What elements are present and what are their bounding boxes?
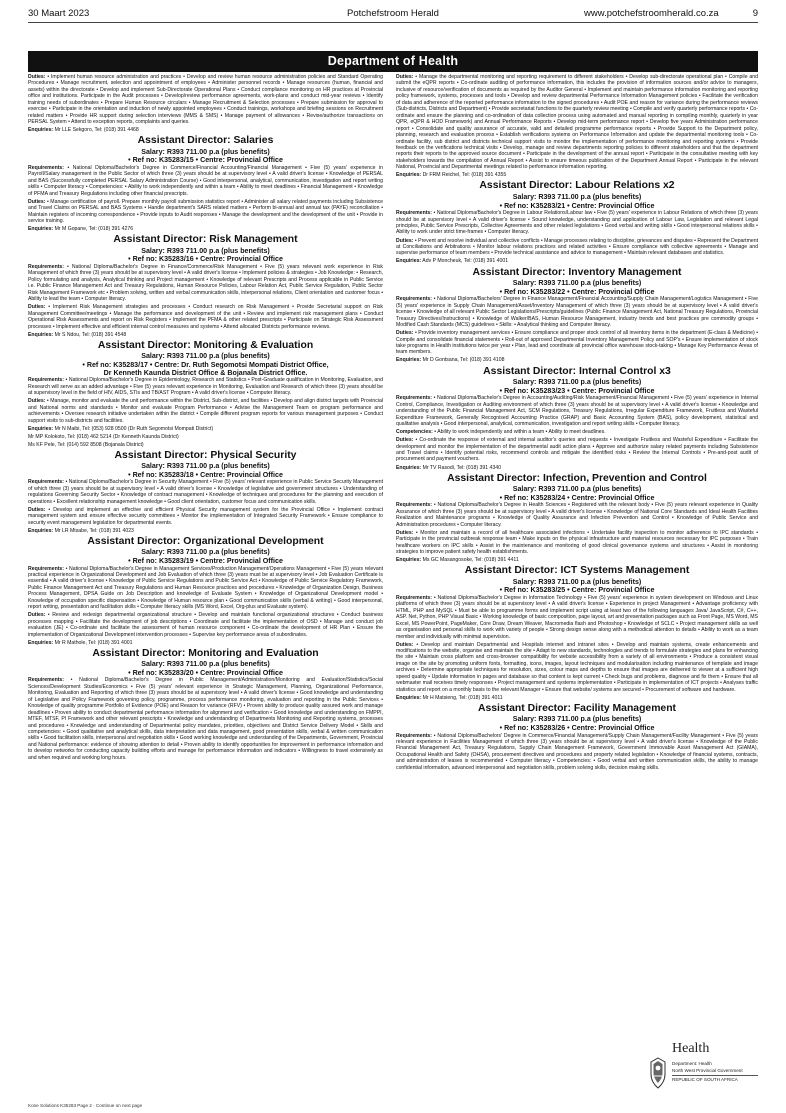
- post-salary: Salary: R393 711.00 p.a (plus benefits): [141, 246, 270, 255]
- paragraph-text: Mr S Ndou, Tel: (018) 391 4548: [53, 331, 127, 338]
- paragraph-text: • National Diploma/Bachelor's Degree in Public Management/Administration/Monitoring and Evaluation/Statistics/Social Sciences/Development Studies/Economics • Five (5) years' relevant experience in Strategic Management, Planning, Organizational Performance, Monitoring, Evaluation and Reporting of which three (3) years should be at supervisory level • A valid driver's license • Good knowledge and understanding of Legislative and Policy Framework governing policy, programme, process performance monitoring, evaluation and reporting in the Public Services • Knowledge of quality programme Portfolio of Evidence (POE) and Reason for variance (RFV) • Proven ability to produce quality assured work and manage deadlines • Proven ability to conduct departmental performance information for alignment and verification • Good knowledge and understanding on FMPPI, MTEF, MTSF, PI Framework and other relevant prescripts • Knowledge and understanding of Departments Monitoring and Reporting systems, processes and procedures • Knowledge and understanding of Departmental policy mandates, priorities, objectives and District Service Delivery Model • Skills and competencies: • Good qualitative and analytical skills, data interpretation and data management, good presentation skills, verbal & written communication skills • Good facilitation skills, interpersonal and negotiation skills • Good working knowledge and understanding of the Departments, Government, Provincial and National performance: evidence of showing attention to detail • Proven ability to identify opportunities for improvement in performance information and to develop networks for conducting capacity building efforts and manage for performance information and indicators • Willingness to travel extensively as and when required and working long hours.: [28, 677, 383, 761]
- paragraph: [396, 530, 758, 556]
- paragraph-label: Duties:: [396, 330, 414, 337]
- paragraph-label: Duties:: [396, 529, 414, 536]
- paragraph-text: • National Diploma/Bachelor's Degree in Security Management • Five (5) years' relevant experience in Public Service Security Management of which three (3) years should be at supervisory level • A valid driver's license • Knowledge of legislative and government structures • Understanding of regulations Governing Security Sector • Knowledge of contract management • Knowledge of techniques and procedures for the planning and execution of operations • Excellent relationship management knowledge • Good client orientation, customer focus and communication skills.: [28, 479, 383, 505]
- post-salary: Salary: R393 711.00 p.a (plus benefits): [512, 279, 642, 288]
- paragraph-label: Enquiries:: [28, 127, 54, 134]
- job-post: [396, 703, 758, 771]
- post-title: Assistant Director: Labour Relations x2: [479, 180, 675, 192]
- paragraph-text: Mr H Matsieng, Tel: (018) 391 4011: [421, 694, 503, 701]
- post-reference: Dr Kenneth Kaunda District Office & Bojanala District Office.: [103, 369, 308, 378]
- paragraph-text: Mr D Gontsana, Tel: (018) 391 4108: [421, 357, 505, 364]
- paragraph: [396, 258, 758, 264]
- paragraph-text: • Prevent and resolve individual and collective conflicts • Manage processes relating to discipline, grievances and disputes • Represent the Department at Conciliations and Arbitrations • Monitor labour relations practices and related activities • Ensure compliance with collective agreements • Manage and supervise performance of team members • Provide technical assistance and advice to management • Maintain relevant databases and statistics.: [396, 237, 758, 257]
- paragraph-label: Requirements:: [28, 479, 64, 486]
- post-title: Assistant Director: ICT Systems Management: [464, 565, 690, 577]
- paragraph-text: Mr LLE Sekgoro, Tel: (018) 391 4468: [53, 127, 139, 134]
- paragraph-label: Enquiries:: [396, 258, 422, 265]
- paragraph-text: • Review and redesign departmental organizational structure • Develop and maintain functional organizational structures • Conduct business processes mapping • Facilitate the development of job descriptions • Coordinate and facilitate the implementation of OSD • Manage and conduct job evaluation (JE) • Co-ordinate and facilitate the assessment of human resource component • Co-ordinate the development of HR Plan • Ensure the implementation of Organizational Development intervention processes • Supervise key performance areas of subordinates.: [28, 612, 383, 638]
- post-reference: • Ref no: K35283/22 • Centre: Provincial Office: [499, 287, 655, 296]
- paragraph-text: • National Diploma/Bachelor's Degree in Management Services/Production Management/Operations Management • Five (5) years relevant practical experience in Organizational Development and Job Evaluation of which three (3) years must be at supervisory level • Job Evaluation Certificate is essential • A valid driver's license • Knowledge of Public Service Regulations and Public Service Act • Knowledge of Public Service Regulatory Framework, Public Finance Management Act and Treasury Regulations and Human Resource practices and procedures • Knowledge of Organization Design, Business Process Management, DPSA Guide on Job Description and knowledge of Evaluate System • Knowledge of Organizational Development model • Knowledge of occupation specific dispensation • Knowledge of Human resource plan • Good communication skills (verbal & writing) • Good interpersonal, report writing, presentation and facilitation skills • Computer literacy skills (MS Word, Excel, Org-plus and Evaluate system).: [28, 565, 383, 611]
- paragraph: [396, 238, 758, 257]
- header-rule: [28, 22, 758, 23]
- job-post: [28, 536, 383, 646]
- post-reference: • Ref no: K35283/17 • Centre: Dr. Ruth Segomotsi Mompati District Office,: [82, 360, 329, 369]
- logo-department: Department: Health: [672, 1061, 712, 1066]
- paragraph-label: Requirements:: [396, 732, 432, 739]
- paragraph-label: Requirements:: [396, 594, 432, 601]
- paragraph-text: • National Diploma/Bachelor's Degree in Accounting/Auditing/Risk Management/Financial Management • Five (5) years' experience in Internal Control, Compliance, Investigation or Auditing environment of which three (3) years should be at supervisory level • A valid driver's license • Knowledge and understanding of the Public Financial Management Act, SCM Regulations, Treasury Regulations, Irregular Expenditure Framework, Fruitless and Wasteful Expenditure Framework, Generally Recognised Accounting Practice (GRAP) and Basic Accounting System (BAS), policy development, statistical and qualitative analysis • Good interpersonal, analytical, communication, investigation and report writing skills • Computer literacy.: [396, 395, 758, 428]
- paragraph-text: • Manage the departmental monitoring and reporting requirement to different stakeholders • Develop sub-directorate operational plan • Compile and submit the eQPR reports • Co-ordinate auditing of performance information, this includes the provision of information sources and/or advice to managers, inclusive of resource/verification of documents as required by the Auditor General • Implement and maintain performance information monitoring and reporting policy framework, systems, processes and tools • Develop and review departmental Performance Information Management policies • Facilitate the verification of data and adherence of the reported performance information to the signed procedures • Audit POE and reason for variance during the performance reviews (Sub-districts, Districts and Department) • Provide secretariat functions to the quarterly review meeting • Compile and verify quarterly performance reports • Co-ordinate and ensure the planning and co-ordination of data collection process using automated and manual reporting in compiling monthly, quarterly in year QPR, eQPR & HOD Framework) and Annual Performance Reports • Develop mid-term performance report • Develop five years Administration performance report • Consolidate and quality assurance of accurate, valid and detailed programme performance reports • Provide Support to the Department policy, planning, research and evaluation process • Establish verifications systems on Performance Information and update the departmental monitoring tools • Co-ordinate facility, sub district and districts technical support visits to monitor the implementation of performance monitoring and reporting systems • Provide feedback on the verifications technical visits • Develop, manage and review departments reporting policies to different stakeholders and that the department reports their reports to the approved source document • Participate in the development of the annual report • Participate in the consultative meeting with key stakeholders towards the compilation of Annual Report • Assist to ensure timeous publication of the Department Annual Report • Participate in the relevant National, Provincial and Departmental meetings related to performance information reporting.: [396, 74, 758, 171]
- paragraph-text: • Develop and maintain Departmental and Hospitals internet and intranet sites • Develop and maintain systems, create enhancements and modifications to the website, organise and maintain the site • Adapt to new standards, technologies and trends to formulate strategies and plans for enhancing the site • Maintain cross platform and cross-browser compatibility for website accessibility from a variety of all environments • Produce a consistent visual image on the site by promoting uniform fonts, formatting, icons, images, layout techniques and modularisation including maintenance of template and image archives • Determine appropriate techniques for resolution, sizes, colour maps and depths to ensure that images are delivered to viewer at a sufficient high speed quality • Update information in pages and database so that content is kept current • Check bugs and problems, diagnose and fix them • Ensure that all webmaster mail receives timely responses • Project management and systems implementation • Participate in implementation of ICT projects • Analyses traffic statistics and report on a monthly basis to the relevant Manager • Ensure that website/ systems are secured • Procurement of software and hardware.: [396, 641, 758, 693]
- paragraph: [28, 304, 383, 330]
- post-title: Assistant Director: Internal Control x3: [483, 365, 671, 377]
- post-reference: • Ref no: K35283/20 • Centre: Provincial Office: [128, 668, 283, 677]
- website-link[interactable]: www.potchefstroomherald.co.za: [584, 7, 719, 19]
- paragraph-label: Duties:: [28, 304, 46, 311]
- post-title: Assistant Director: Organizational Development: [87, 535, 324, 547]
- paragraph: [396, 210, 758, 236]
- left-column: [28, 74, 383, 1099]
- paragraph-label: Enquiries:: [28, 226, 54, 233]
- post-salary: Salary: R393 711.00 p.a (plus benefits): [141, 147, 270, 156]
- post-title: Assistant Director: Monitoring & Evaluation: [97, 339, 314, 351]
- post-reference: • Ref no: K35283/23 • Centre: Provincial Office: [499, 386, 655, 395]
- paragraph: [28, 226, 383, 232]
- paragraph: [396, 595, 758, 640]
- paragraph: [28, 264, 383, 303]
- paragraph-label: Competencies:: [396, 429, 433, 436]
- paragraph: [396, 557, 758, 563]
- paragraph: [396, 296, 758, 328]
- paragraph-text: • Monitor and maintain a record of all healthcare associated infections • Undertake facility inspection to monitor adherence to IPC standards • Participate in the provincial outbreak response team • Make inputs on the physical infrastructure and material resources necessary for IPC purposes • Train healthcare workers on IPC skills • Assist in the maintenance and monitoring of good clinical governance systems and structures • Assist in monitoring strategies to improve patient safety health establishments.: [396, 529, 758, 556]
- paragraph: [396, 330, 758, 356]
- post-salary: Salary: R393 711.00 p.a (plus benefits): [512, 485, 642, 494]
- post-reference: • Ref no: K35283/26 • Centre: Provincial Office: [499, 723, 655, 732]
- post-salary: Salary: R393 711.00 p.a (plus benefits): [512, 715, 642, 724]
- paragraph-label: Requirements:: [28, 263, 64, 270]
- logo-government: North West Provincial Government: [672, 1068, 743, 1073]
- paragraph-text: • Co-ordinate the response of external and internal auditor's queries and requests • Investigate Fruitless and Wasteful Expenditure • Facilitate the development and monitor the implementation of the departmental audit action plans • Approve and authorize salary related payments including Subsistence and Travel claims • Identify potential risks, recommend controls and mitigate the identified risks • Review the Internal Controls • Pre-and-post audit of procurement and payment vouchers.: [396, 437, 758, 463]
- paragraph: [396, 357, 758, 363]
- paragraph-text: Adv P Moncheuk, Tel: (018) 391 4001: [421, 258, 509, 265]
- paragraph-label: Requirements:: [28, 164, 64, 171]
- paragraph-label: Duties:: [28, 398, 46, 405]
- paragraph: [396, 642, 758, 694]
- paragraph-text: • National Diploma/Bachelor's Degree in Health Sciences • Registered with the relevant body • Five (5) years relevant experience in Quality Assurance of which three (3) years should be at supervisory level • A valid driver's license • Knowledge of National Core Standards and Ideal Health Facilities Realization and Maintenance programs • Knowledge of Quality Assurance and Infection Prevention and Control • Knowledge of Public Service and Administration procedures • Computer literacy.: [396, 502, 758, 528]
- paragraph-text: Ms GC Masangosoke, Tel: (018) 391 4411: [421, 557, 519, 564]
- paragraph: [28, 332, 383, 338]
- paragraph-label: Enquiries:: [396, 357, 422, 364]
- department-banner: Department of Health: [28, 51, 758, 72]
- paragraph-text: • National Diploma/Bachelor's Degree in Labour Relations/Labour law • Five (5) years' experience in Labour Relations of which three (3) years should be at supervisory level • A valid driver's license • Sound knowledge, understanding and application of Labour Law, Legislation and relevant Legal principles, Public Service Prescripts, Collective Agreements and other related legislations • Good verbal and writing skills • Good interpersonal relations skills • Ability to work under strict time-frames • Computer literacy.: [396, 210, 758, 236]
- paragraph-label: Duties:: [396, 437, 414, 444]
- post-reference: • Ref no: K35283/25 • Centre: Provincial Office: [499, 586, 655, 595]
- post-reference: • Ref no: K35283/16 • Centre: Provincial Office: [128, 255, 283, 264]
- post-title: Assistant Director: Salaries: [137, 135, 274, 147]
- paragraph: [396, 172, 758, 178]
- post-salary: Salary: R393 711.00 p.a (plus benefits): [141, 462, 270, 471]
- page-header: [28, 6, 758, 20]
- post-reference: • Ref no: K35283/24 • Centre: Provincial Office: [499, 493, 655, 502]
- paragraph-label: Duties:: [28, 612, 46, 619]
- paragraph-label: Requirements:: [28, 377, 64, 384]
- paragraph-label: Duties:: [28, 506, 46, 513]
- job-post: [396, 267, 758, 364]
- paragraph: [396, 695, 758, 701]
- post-salary: Salary: R393 711.00 p.a (plus benefits): [141, 352, 270, 361]
- paragraph: [396, 437, 758, 463]
- paragraph-text: • National Diploma/Bachelors' Degree in Commerce/Financial Management/Supply Chain Management/Facility Management • Five (5) years relevant experience in Facilities Management of which three (3) years should be at supervisory level • A valid driver's license • Knowledge of the Public Financial Management Act, Treasury Regulations, Supply Chain Management Framework, Government Immovable Asset Management Act (GIAMA), Occupational Health and Safety (OHSA), procurement directives and procedures and property related legislation • Knowledge of financial systems, contracts, and administration of leases is recommended • Computer literacy • Competencies: • Good verbal and written communication skills, the ability to manage confidential information, advanced interpersonal and negotiation skills, problem solving skills, decision making skills.: [396, 732, 758, 771]
- paragraph: [28, 377, 383, 396]
- post-salary: Salary: R393 711.00 p.a (plus benefits): [141, 660, 270, 669]
- paragraph: [28, 199, 383, 225]
- paragraph-text: • Manage certification of payroll. Prepare monthly payroll submission statistics report • Administer all salary related payments including Subsistence and Travel Claims on PERSAL and BAS Systems • Handle department's SARS related matters • Perform bi-annual and annual tax (PAYE) reconciliation • Maintain registers of incoming correspondence • Provide inputs to Audit responses • Manage the development and the development of the unit • Provide in service training.: [28, 198, 383, 225]
- paragraph: [28, 398, 383, 424]
- paragraph-text: Mr M Gopane, Tel: (018) 391 4276: [53, 226, 134, 233]
- paragraph-label: Requirements:: [396, 502, 432, 509]
- footer-note: Kone Solutions K35283 Page 2 · Continue on next page: [28, 1103, 143, 1108]
- paragraph-text: Mr LR Mtsabe, Tel: (018) 391 4023: [53, 527, 134, 534]
- post-salary: Salary: R393 711.00 p.a (plus benefits): [512, 577, 642, 586]
- paragraph: [28, 74, 383, 126]
- paragraph: [28, 677, 383, 761]
- paragraph: [28, 528, 383, 534]
- post-reference: • Ref no: K35283/18 • Centre: Provincial Office: [128, 470, 283, 479]
- paragraph-label: Enquiries:: [28, 639, 54, 646]
- paragraph: [396, 733, 758, 772]
- publication-name: Potchefstroom Herald: [347, 7, 439, 19]
- job-post: [396, 473, 758, 564]
- paragraph: [28, 507, 383, 526]
- paragraph-label: Requirements:: [396, 210, 432, 217]
- job-post: [396, 180, 758, 265]
- paragraph-label: Requirements:: [396, 296, 432, 303]
- paragraph-text: Dr FRM Reichel, Tel: (018) 391 4355: [421, 172, 507, 179]
- paragraph-text: • Implement human resource administration and practices • Develop and review human resource administration policies and Standard Operating Procedures • Manage recruitment, selection and appointment of employees • Administer personnel records • Manage resources (human, financial and assets) within the directorate • Develop and implement Sub-Directorate Operational Plans • Conduct compliance monitoring on HR practices at Provincial office and institutions. Participate in the Audit processes • Develop/review performance agreements, work-plans and conduct mid-year reviews • Identify training needs of subordinates • Prepare Human Resource circulars • Manage Recruitment & Selection processes • Prepare submission for approval to exercise • Participate in the orientation and induction of newly appointed employees • Conduct trainings, workshops and briefing sessions on Recruitment related matters • Provide HR support during selection interviews (MMS & SMS) • Manage payment of allowances • Revise/authorize transactions on PERSAL System • Attend to exception reports, complaints and queries.: [28, 74, 383, 126]
- paragraph-text: • Manage, monitor and evaluate the unit performance within the District, Sub-district, and facilities • Develop and align district targets with Provincial and National norms and standards • Monitor and evaluate Program Performance • Advise the Management Team on program performance and achievements • Oversee research initiative undertaken within the district • Compile different program reports for various management purposes • Conduct support visits to sub-districts and facilities.: [28, 398, 383, 424]
- post-salary: Salary: R393 711.00 p.a (plus benefits): [512, 192, 642, 201]
- paragraph-label: Requirements:: [396, 395, 432, 402]
- paragraph-label: Enquiries:: [28, 331, 54, 338]
- paragraph: [396, 74, 758, 171]
- paragraph-label: Requirements:: [28, 677, 64, 684]
- paragraph-label: Enquiries:: [28, 425, 54, 432]
- paragraph-label: Enquiries:: [396, 694, 422, 701]
- paragraph-text: • Ability to work independently and within a team • Ability to meet deadlines.: [432, 429, 606, 436]
- paragraph-text: • National Diploma/Bachelor's Degree in Information Technology • Five (5) years' experience in system development on Windows and Linux platforms of which three (3) years should be at supervisory level • A valid driver's license • Experience in project Management • Advantage proficiency with HTML, PHP and MySQL • Must be able to programme forms and implement script using at least two of the following languages Java/ JavaScript, C#, C++, ASP. Net, Python, PHP Visual Basic • Working knowledge of basic composition, page layout, art and presentation packages such as Front Page, MS Word, MS Excel, MS PowerPoint, PageMaker, Core Draw, Dream Weaver, Macromedia flash and Photoshop • Knowledge of SCLC • Project management skills as well as organisation and personal skills to work with variety of people • Strong design sense along with a methodical attention to details • Ability to work as a team member and individually with minimal supervision.: [396, 594, 758, 640]
- post-title: Assistant Director: Monitoring and Evaluation: [92, 647, 319, 659]
- paragraph: [28, 612, 383, 638]
- paragraph-text: Ms KF Pele, Tel: (014) 592 8508 (Bojanala District): [28, 441, 144, 448]
- paragraph-label: Duties:: [396, 74, 414, 80]
- job-post: [28, 450, 383, 535]
- north-west-coat-of-arms-icon: [648, 1056, 668, 1090]
- post-reference: • Ref no: K35283/21 • Centre: Provincial Office: [499, 201, 655, 210]
- post-title: Assistant Director: Infection, Prevention and Control: [447, 472, 707, 484]
- paragraph: [28, 165, 383, 197]
- paragraph-label: Duties:: [396, 237, 414, 244]
- paragraph-text: • Develop and implement an effective and efficient Physical Security management system for the Provincial Office • Implement contract management system and ensure effective security committees • Monitor the implementation of Integrated Security Framework • Ensure compliance to security event management legislation for departmental events.: [28, 506, 383, 526]
- post-title: Assistant Director: Physical Security: [114, 449, 297, 461]
- paragraph-label: Duties:: [28, 74, 46, 80]
- post-salary: Salary: R393 711.00 p.a (plus benefits): [141, 548, 270, 557]
- paragraph-label: Requirements:: [28, 565, 64, 572]
- logo-republic: REPUBLIC OF SOUTH AFRICA: [672, 1075, 758, 1082]
- paragraph: [396, 465, 758, 471]
- post-salary: Salary: R393 711.00 p.a (plus benefits): [512, 378, 642, 387]
- post-reference: • Ref no: K35283/15 • Centre: Provincial Office: [128, 156, 283, 165]
- paragraph-label: Duties:: [396, 641, 414, 648]
- paragraph-text: • Implement Risk Management strategies and processes • Conduct research on Risk Management • Provide Secretarial support on Risk Management Committee/meetings • Manage the performance and development of the unit • Review and implement risk management plans • Conduct Operational Risk Assessments and report on Risk Registers • Implement the PFMA & other related prescripts • Participate on Strategic Risk Assessment processes • Implement effective and efficient internal control measures and systems • Attend allocated Districts performance reviews.: [28, 304, 383, 330]
- paragraph: [28, 434, 383, 440]
- paragraph-text: Mr TV Rasodi, Tel: (018) 391 4340: [421, 464, 501, 471]
- paragraph-text: • National Diploma/Bachelors' Degree in Finance Management/Financial Accounting/Supply Chain Management/Logistics Management • Five (5) years' experience in Supply Chain Management/Asset/Inventory Management of which three (3) years should be at supervisory level • A valid driver's license • Knowledge of all relevant Public Sector Legislations/Prescripts/guidelines (Public Finance Management Act, National Treasury Regulations, Provincial Treasury Directives/Instructions) • Knowledge of Walker/BAS, Human Resource Management, industry trends and best practices pre commodity groups • Modified Cash Standards (MCS) guidelines • Skills: • Analytical thinking and Computer literacy.: [396, 296, 758, 329]
- page-number: 9: [752, 7, 758, 19]
- paragraph: [28, 426, 383, 432]
- paragraph-text: Mr N Maibi, Tel: (053) 928 0500 (Dr Ruth Segomotsi Mompati District): [53, 425, 214, 432]
- paragraph: [396, 502, 758, 528]
- paragraph-text: • Provide inventory management services • Ensure compliance and proper stock control of all inventory items in the department (E-class & Medicine) • Compile and consolidate financial statements • Roll-out of approved Departmental Inventory Management Policy and SOP's • Ensure implementation of stock take programs in Health institutions twice per year • Plan, lead and coordinate all provincial office warehouse stock-taking • Manage Key Performance Areas of team members.: [396, 330, 758, 356]
- paragraph-text: Mr R Mathole, Tel: (018) 391 4001: [53, 639, 133, 646]
- paragraph-text: • National Diploma/Bachelor's Degree in Epidemiology, Research and Statistics • Post-Graduate qualification in Monitoring, Evaluation, and Research will serve as an added advantage • Five (5) years relevant experience in Monitoring, Evaluation and Research of which three (3) years should be at supervisory level in the field of HIV, AIDS, STIs and TB/AST Program • A valid driver's license • Computer literacy.: [28, 377, 383, 397]
- post-reference: • Ref no: K35283/19 • Centre: Provincial Office: [128, 556, 283, 565]
- paragraph-label: Enquiries:: [396, 464, 422, 471]
- paragraph-text: • National Diploma/Bachelor's Degree in Commerce/Financial Accounting/Financial Management • Five (5) years' experience in Payroll/Salary management in the Public Sector of which three (3) years should be at supervisory level • A valid driver's license • Knowledge of PERSAL and BAS (Successfully completed PERSAL Salary Administration Course) • Good interpersonal, analytical, communication, investigation and report writing skills • Computer literacy • Competencies: • Ability to work independently and within a team • Ability to meet deadlines • Financial Management • Knowledge of PFMA and Treasury Regulations including other financial prescripts.: [28, 164, 383, 197]
- job-post: [396, 565, 758, 701]
- paragraph-label: Duties:: [28, 198, 46, 205]
- paragraph: [28, 127, 383, 133]
- paragraph: [396, 395, 758, 427]
- paragraph: [28, 442, 383, 448]
- right-column: [396, 74, 758, 1099]
- health-department-logo: [648, 1042, 758, 1100]
- paragraph: [28, 566, 383, 611]
- job-post: [396, 366, 758, 471]
- logo-wordmark: Health: [672, 1041, 710, 1056]
- post-title: Assistant Director: Facility Management: [477, 702, 677, 714]
- job-post: [28, 648, 383, 762]
- paragraph-text: Mr MP Kolokoto, Tel: (018) 462 5214 (Dr Kenneth Kaunda District): [28, 433, 179, 440]
- paragraph: [28, 479, 383, 505]
- post-title: Assistant Director: Risk Management: [113, 234, 298, 246]
- paragraph-text: • National Diploma/Bachelor's Degree in Finance/Commerce/Risk Management • Five (5) years relevant work experience in Risk Management of which three (3) years should be at supervisory level • A valid driver's license • Implement policies & strategies • Job Knowledge: • Research, Policy formulating and analysis, Analytical thinking and Project management • Knowledge of relevant Prescripts and Process applicable in Public Service i.e. Public Finance Management Act and Treasury Regulations, Human Resource Policies, Labour Relation Act, Public Service Regulation, Public Sector Risk Management Framework etc • Problem solving, written and verbal communication skills, interpersonal relations, Client orientation and customer focus • Ability to lead the team • Computer literacy.: [28, 263, 383, 303]
- paragraph: [396, 429, 758, 435]
- job-post: [28, 234, 383, 338]
- paragraph: [28, 640, 383, 646]
- issue-date: 30 Maart 2023: [28, 7, 90, 19]
- job-post: [28, 135, 383, 232]
- paragraph-label: Enquiries:: [396, 557, 422, 564]
- post-title: Assistant Director: Inventory Management: [472, 266, 682, 278]
- job-post: [28, 340, 383, 448]
- paragraph-label: Enquiries:: [28, 527, 54, 534]
- paragraph-label: Enquiries:: [396, 172, 422, 179]
